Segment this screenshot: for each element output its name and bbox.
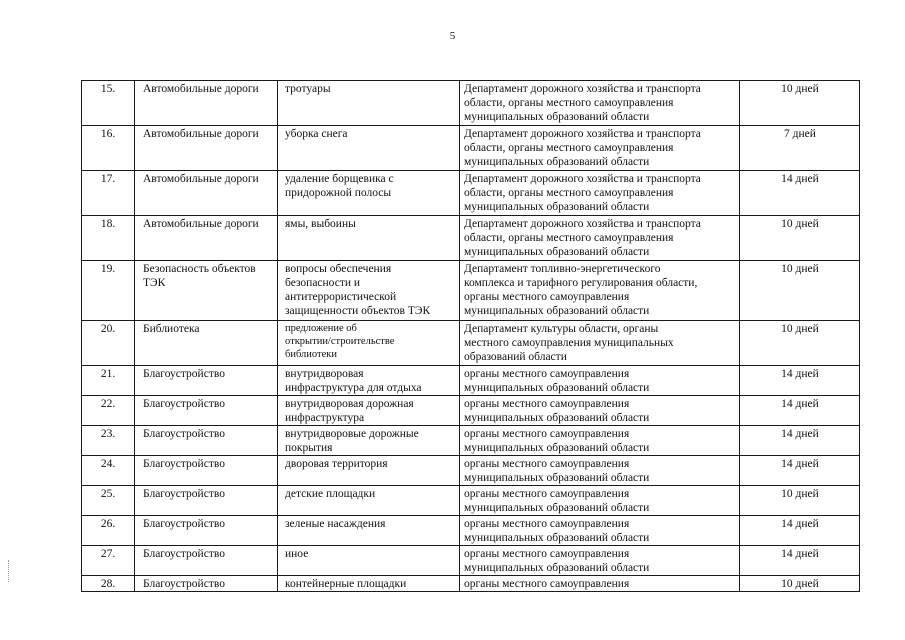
row-term: 14 дней [740,546,860,576]
row-subtheme [278,81,460,126]
row-department [460,456,740,486]
row-subtheme-line: придорожной полосы [285,187,392,199]
row-subtheme-line: внутридворовая [285,368,364,380]
row-department-line: органы местного самоуправления [464,458,630,470]
row-theme-line: Благоустройство [143,398,225,410]
row-department [460,486,740,516]
row-department-line: Департамент топливно-энергетического [464,263,661,275]
row-department [460,171,740,216]
row-department [460,426,740,456]
row-subtheme-line: инфраструктура для отдыха [285,382,422,394]
table-row [82,126,860,171]
row-subtheme [278,261,460,321]
row-subtheme [278,456,460,486]
row-department-line: органы местного самоуправления [464,398,630,410]
row-department-line: Департамент дорожного хозяйства и транспорта [464,128,701,140]
row-theme [135,81,278,126]
table-row [82,396,860,426]
row-subtheme-line: вопросы обеспечения [285,263,392,275]
row-department-line: муниципальных образований области [464,305,650,317]
row-theme-line: Безопасность объектов [143,263,256,275]
row-department [460,516,740,546]
row-subtheme [278,216,460,261]
row-term: 14 дней [740,456,860,486]
row-department [460,216,740,261]
row-subtheme-line: библиотеки [285,349,337,360]
row-theme-line: Благоустройство [143,368,225,380]
row-term: 10 дней [740,216,860,261]
row-number: 24. [82,456,135,486]
row-department [460,261,740,321]
row-department-line: муниципальных образований области [464,442,650,454]
row-department-line: муниципальных образований области [464,472,650,484]
row-subtheme [278,396,460,426]
row-department-line: муниципальных образований области [464,156,650,168]
row-subtheme-line: открытии/строительстве [285,336,395,347]
row-department-line: образований области [464,351,567,363]
table-row [82,516,860,546]
table-row [82,171,860,216]
row-term: 14 дней [740,366,860,396]
row-theme-line: Автомобильные дороги [143,173,259,185]
row-subtheme [278,516,460,546]
row-number: 22. [82,396,135,426]
row-subtheme-line: удаление борщевика с [285,173,394,185]
row-department-line: Департамент культуры области, органы [464,323,659,335]
row-term: 14 дней [740,396,860,426]
row-subtheme-line: предложение об [285,323,357,334]
row-subtheme [278,321,460,366]
row-theme-line: Благоустройство [143,458,225,470]
table-row [82,81,860,126]
row-subtheme-line: иное [285,548,309,560]
row-department-line: муниципальных образований области [464,412,650,424]
table-row [82,321,860,366]
row-theme [135,366,278,396]
table-row [82,546,860,576]
table-row [82,216,860,261]
row-number: 25. [82,486,135,516]
row-theme [135,456,278,486]
row-subtheme-line: внутридворовая дорожная [285,398,414,410]
row-theme [135,396,278,426]
row-department-line: Департамент дорожного хозяйства и транспорта [464,173,701,185]
row-subtheme [278,171,460,216]
row-department [460,576,740,592]
table-row [82,576,860,592]
row-subtheme-line: инфраструктура [285,412,365,424]
row-department [460,81,740,126]
row-department-line: муниципальных образований области [464,111,650,123]
scan-edge-mark [8,560,10,582]
row-department-line: органы местного самоуправления [464,488,630,500]
row-term: 14 дней [740,516,860,546]
row-number: 28. [82,576,135,592]
appeals-table [81,80,860,592]
row-term: 14 дней [740,171,860,216]
table-row [82,486,860,516]
row-theme-line: Благоустройство [143,488,225,500]
row-department-line: муниципальных образований области [464,562,650,574]
row-theme-line: Благоустройство [143,548,225,560]
row-department-line: области, органы местного самоуправления [464,97,674,109]
row-theme [135,516,278,546]
row-term: 7 дней [740,126,860,171]
row-department-line: органы местного самоуправления [464,368,630,380]
row-theme [135,576,278,592]
row-term: 10 дней [740,81,860,126]
row-subtheme-line: покрытия [285,442,333,454]
row-department-line: муниципальных образований области [464,382,650,394]
row-department [460,321,740,366]
row-subtheme-line: антитеррористической [285,291,397,303]
row-department [460,366,740,396]
row-theme-line: Благоустройство [143,428,225,440]
row-theme-line: Автомобильные дороги [143,128,259,140]
row-number: 26. [82,516,135,546]
row-subtheme [278,486,460,516]
page-number: 5 [449,30,456,42]
row-subtheme-line: тротуары [285,83,331,95]
row-department [460,546,740,576]
row-subtheme-line: уборка снега [285,128,348,140]
row-theme-line: Благоустройство [143,578,225,590]
row-theme [135,126,278,171]
row-theme-line: Автомобильные дороги [143,218,259,230]
row-subtheme [278,576,460,592]
row-subtheme [278,126,460,171]
row-department-line: комплекса и тарифного регулирования области, [464,277,698,289]
row-theme-line: Библиотека [143,323,200,335]
row-theme [135,216,278,261]
row-theme [135,171,278,216]
row-subtheme-line: внутридворовые дорожные [285,428,419,440]
table-row [82,456,860,486]
table-row [82,426,860,456]
row-theme [135,321,278,366]
table-row [82,261,860,321]
row-subtheme-line: безопасности и [285,277,361,289]
row-department [460,396,740,426]
row-number: 27. [82,546,135,576]
row-department-line: муниципальных образований области [464,246,650,258]
row-department-line: муниципальных образований области [464,502,650,514]
row-subtheme-line: защищенности объектов ТЭК [285,305,431,317]
row-subtheme-line: дворовая территория [285,458,388,470]
row-number: 20. [82,321,135,366]
row-department-line: Департамент дорожного хозяйства и транспорта [464,218,701,230]
row-subtheme [278,546,460,576]
row-theme-line: Автомобильные дороги [143,83,259,95]
row-department-line: муниципальных образований области [464,532,650,544]
row-subtheme-line: контейнерные площадки [285,578,407,590]
row-theme [135,546,278,576]
row-theme [135,486,278,516]
row-number: 23. [82,426,135,456]
row-theme-line: Благоустройство [143,518,225,530]
row-subtheme [278,366,460,396]
row-department-line: области, органы местного самоуправления [464,187,674,199]
row-term: 10 дней [740,261,860,321]
row-theme [135,261,278,321]
row-department-line: органы местного самоуправления [464,518,630,530]
row-department-line: органы местного самоуправления [464,428,630,440]
row-number: 17. [82,171,135,216]
row-department-line: Департамент дорожного хозяйства и транспорта [464,83,701,95]
row-department-line: местного самоуправления муниципальных [464,337,674,349]
row-term: 10 дней [740,321,860,366]
row-number: 21. [82,366,135,396]
row-subtheme-line: детские площадки [285,488,376,500]
row-number: 18. [82,216,135,261]
row-theme-line: ТЭК [143,277,166,289]
row-department-line: области, органы местного самоуправления [464,142,674,154]
row-subtheme-line: ямы, выбоины [285,218,356,230]
table-row [82,366,860,396]
row-department [460,126,740,171]
row-department-line: органы местного самоуправления [464,291,630,303]
table-body [82,81,860,592]
row-term: 10 дней [740,576,860,592]
row-number: 19. [82,261,135,321]
row-subtheme-line: зеленые насаждения [285,518,386,530]
row-department-line: области, органы местного самоуправления [464,232,674,244]
row-term: 14 дней [740,426,860,456]
row-department-line: муниципальных образований области [464,201,650,213]
row-theme [135,426,278,456]
row-number: 16. [82,126,135,171]
row-subtheme [278,426,460,456]
row-department-line: органы местного самоуправления [464,578,630,590]
row-department-line: органы местного самоуправления [464,548,630,560]
row-number: 15. [82,81,135,126]
row-term: 10 дней [740,486,860,516]
